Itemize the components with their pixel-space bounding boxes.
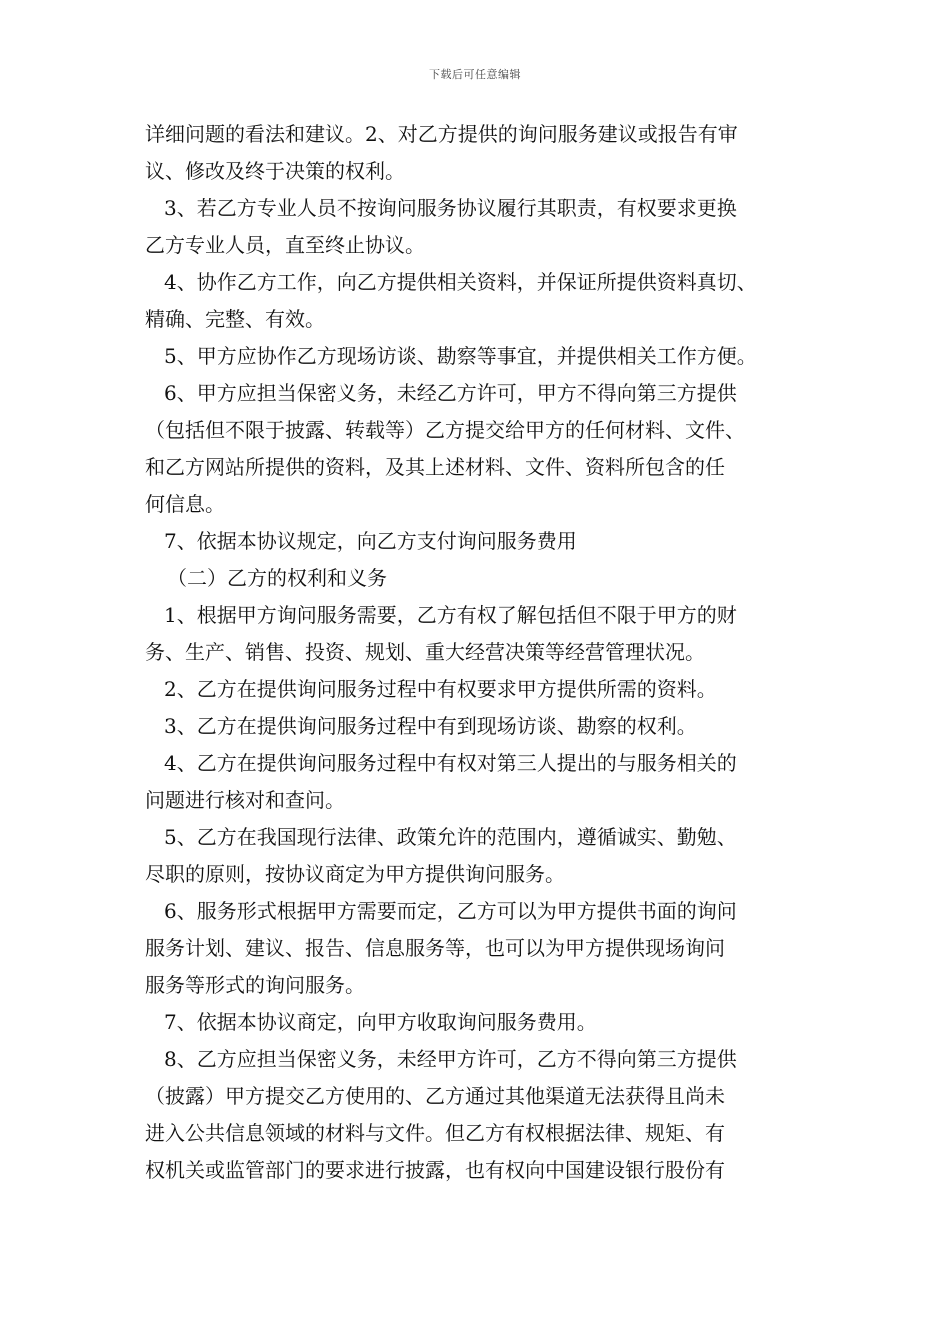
- text-line: 精确、完整、有效。: [145, 307, 325, 331]
- text-line: 3、乙方在提供询问服务过程中有到现场访谈、勘察的权利。: [164, 714, 697, 738]
- text-line: （包括但不限于披露、转载等）乙方提交给甲方的任何材料、文件、: [145, 418, 745, 442]
- text-line: 尽职的原则，按协议商定为甲方提供询问服务。: [145, 862, 565, 886]
- text-line: 务、生产、销售、投资、规划、重大经营决策等经营管理状况。: [145, 640, 705, 664]
- page-header: 下载后可任意编辑: [429, 68, 521, 81]
- text-line: 4、乙方在提供询问服务过程中有权对第三人提出的与服务相关的: [164, 751, 737, 775]
- text-line: 权机关或监管部门的要求进行披露，也有权向中国建设银行股份有: [145, 1158, 725, 1182]
- text-line: 4、协作乙方工作，向乙方提供相关资料，并保证所提供资料真切、: [164, 270, 757, 294]
- text-line: 7、依据本协议规定，向乙方支付询问服务费用: [164, 529, 577, 553]
- text-line: 3、若乙方专业人员不按询问服务协议履行其职责，有权要求更换: [164, 196, 737, 220]
- text-line: 议、修改及终于决策的权利。: [145, 159, 405, 183]
- text-line: 6、甲方应担当保密义务，未经乙方许可，甲方不得向第三方提供: [164, 381, 737, 405]
- document-body: [145, 116, 825, 1189]
- text-line: 乙方专业人员，直至终止协议。: [145, 233, 425, 257]
- text-line: 何信息。: [145, 492, 225, 516]
- text-line: 详细问题的看法和建议。2、对乙方提供的询问服务建议或报告有审: [145, 122, 738, 146]
- text-line: 7、依据本协议商定，向甲方收取询问服务费用。: [164, 1010, 597, 1034]
- text-line: 1、根据甲方询问服务需要，乙方有权了解包括但不限于甲方的财: [164, 603, 737, 627]
- text-line: 2、乙方在提供询问服务过程中有权要求甲方提供所需的资料。: [164, 677, 717, 701]
- text-line: 5、甲方应协作乙方现场访谈、勘察等事宜，并提供相关工作方便。: [164, 344, 757, 368]
- text-line: 服务计划、建议、报告、信息服务等，也可以为甲方提供现场询问: [145, 936, 725, 960]
- text-line: （披露）甲方提交乙方使用的、乙方通过其他渠道无法获得且尚未: [145, 1084, 725, 1108]
- text-line: 进入公共信息领域的材料与文件。但乙方有权根据法律、规矩、有: [145, 1121, 725, 1145]
- text-line: 6、服务形式根据甲方需要而定，乙方可以为甲方提供书面的询问: [164, 899, 737, 923]
- section-heading: （二）乙方的权利和义务: [167, 566, 387, 590]
- text-line: 8、乙方应担当保密义务，未经甲方许可，乙方不得向第三方提供: [164, 1047, 737, 1071]
- text-line: 问题进行核对和查问。: [145, 788, 345, 812]
- text-line: 服务等形式的询问服务。: [145, 973, 365, 997]
- text-line: 和乙方网站所提供的资料，及其上述材料、文件、资料所包含的任: [145, 455, 725, 479]
- text-line: 5、乙方在我国现行法律、政策允许的范围内，遵循诚实、勤勉、: [164, 825, 737, 849]
